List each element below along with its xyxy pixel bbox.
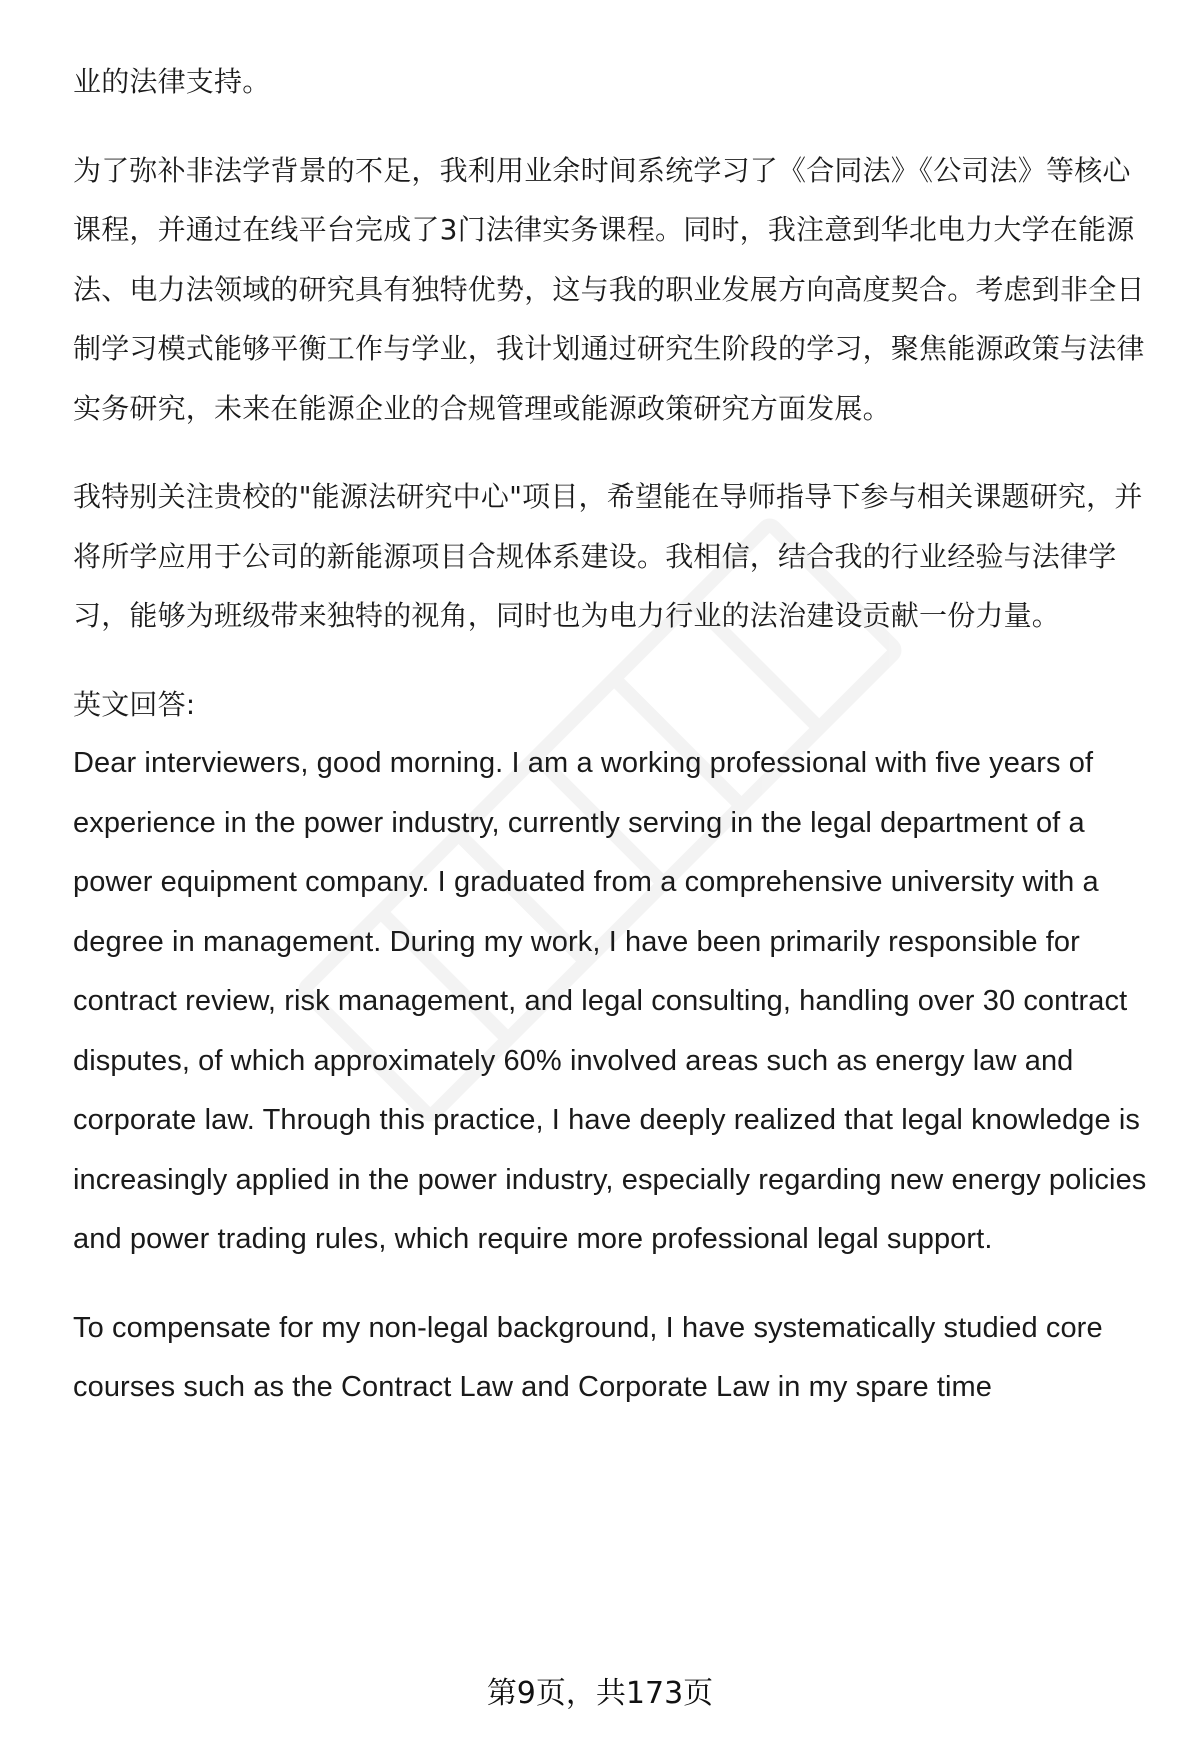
paragraph-background: 为了弥补非法学背景的不足，我利用业余时间系统学习了《合同法》《公司法》等核心课程，并通过在线平台完成了3门法律实务课程。同时，我注意到华北电力大学在能源法、电力法领域的研究具有独特优势，这与我的职业发展方向高度契合。考虑到非全日制学习模式能够平衡工作与学业，我计划通过研究生阶段的学习，聚焦能源政策与法律实务研究，未来在能源企业的合规管理或能源政策研究方面发展。 (73, 153, 1145, 425)
page-indicator: 第9页，共173页 (486, 1676, 714, 1711)
document-body (73, 52, 1153, 1418)
paragraph-continuation: 业的法律支持。 (73, 65, 271, 98)
paragraph-english-continuation: To compensate for my non-legal background, I have systematically studied core courses such as the Contract Law and Corporate Law in my spare time (73, 1311, 1103, 1403)
paragraph-english-intro: Dear interviewers, good morning. I am a working professional with five years of experience in the power industry, currently serving in the legal department of a power equipment company. I graduated from a comprehensive university with a degree in management. During my work, I have been primarily responsible for contract review, risk management, and legal consulting, handling over 30 contract disputes, of which approximately 60% involved areas such as energy law and corporate law. Through this practice, I have deeply realized that legal knowledge is increasingly applied in the power industry, especially regarding new energy policies and power trading rules, which require more professional legal support. (73, 747, 1147, 1255)
english-answer-heading: 英文回答: (73, 687, 196, 721)
paragraph-interest: 我特别关注贵校的"能源法研究中心"项目，希望能在导师指导下参与相关课题研究，并将所学应用于公司的新能源项目合规体系建设。我相信，结合我的行业经验与法律学习，能够为班级带来独特的视角，同时也为电力行业的法治建设贡献一份力量。 (73, 480, 1143, 632)
